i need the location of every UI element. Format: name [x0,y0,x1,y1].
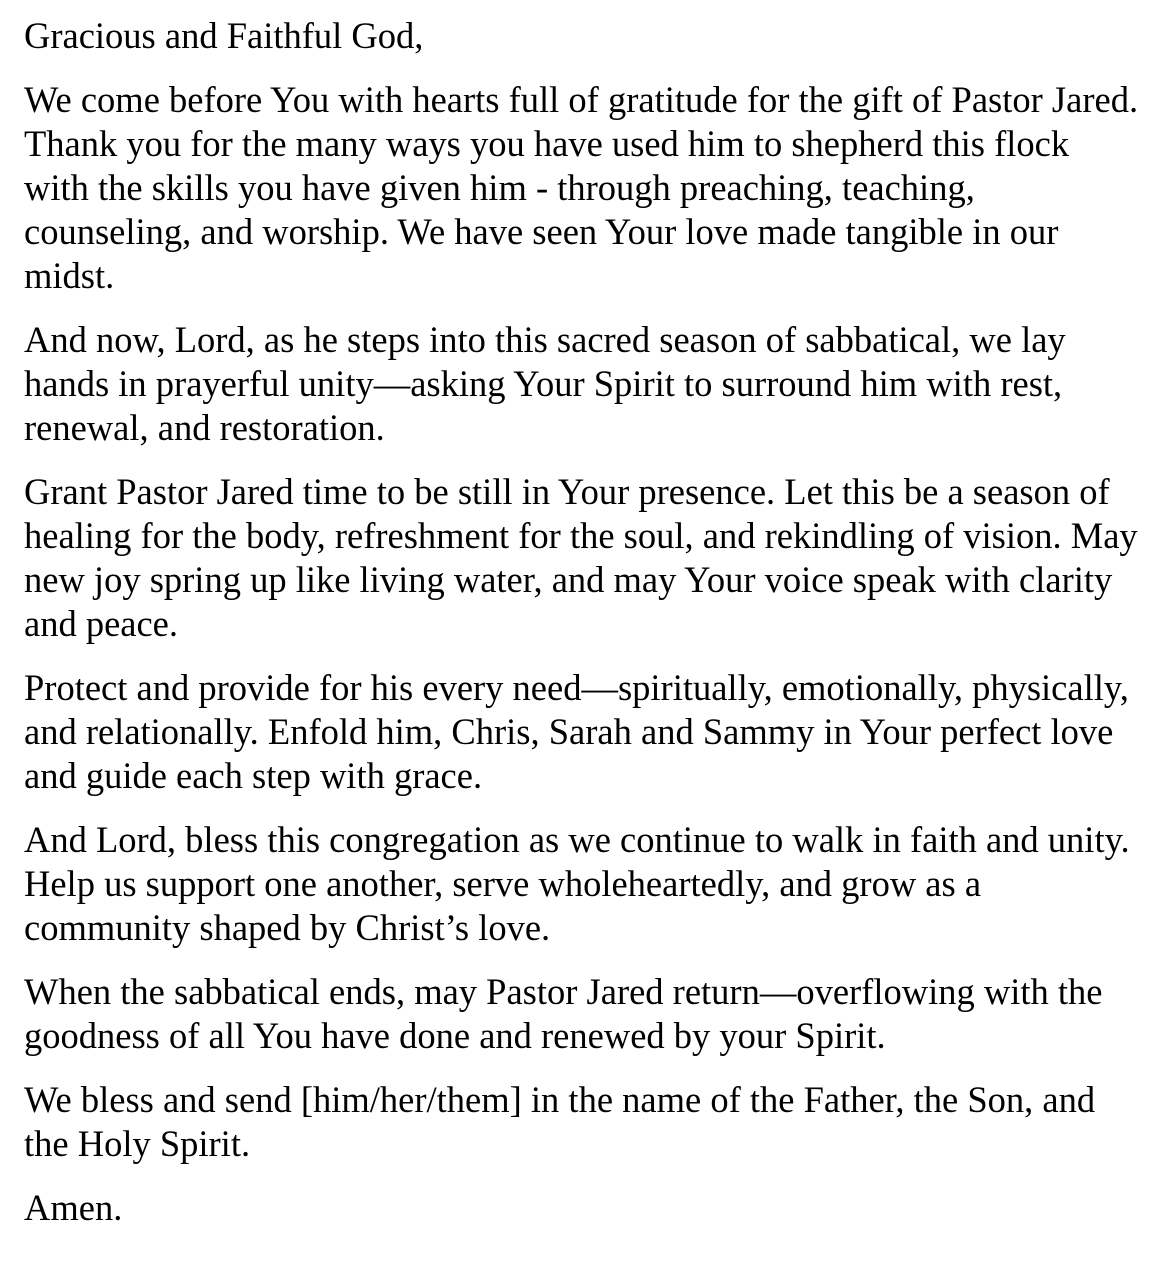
paragraph-sabbatical: And now, Lord, as he steps into this sacred season of sabbatical, we lay hands in prayerful unity—asking Your Spirit to surround him with rest, renewal, and restoration. [24,319,1066,448]
salutation: Gracious and Faithful God, [24,15,424,56]
paragraph-gratitude: We come before You with hearts full of gratitude for the gift of Pastor Jared. Thank you for the many ways you have used him to shepherd this flock with the skills you have given him - through preaching, teaching, counseling, and worship. We have seen Your love made tangible in our midst. [24,79,1139,296]
paragraph-return: When the sabbatical ends, may Pastor Jared return—overflowing with the goodness of all You have done and renewed by your Spirit. [24,971,1103,1056]
paragraph-blessing: We bless and send [him/her/them] in the name of the Father, the Son, and the Holy Spirit. [24,1079,1096,1164]
closing-amen: Amen. [24,1187,123,1228]
paragraph-congregation: And Lord, bless this congregation as we continue to walk in faith and unity. Help us support one another, serve wholeheartedly, and grow as a community shaped by Christ’s love. [24,819,1130,948]
paragraph-rest: Grant Pastor Jared time to be still in Your presence. Let this be a season of healing for the body, refreshment for the soul, and rekindling of vision. May new joy spring up like living water, and may Your voice speak with clarity and peace. [24,471,1138,644]
paragraph-protection: Protect and provide for his every need—spiritually, emotionally, physically, and relationally. Enfold him, Chris, Sarah and Sammy in Your perfect love and guide each step with grace. [24,667,1129,796]
